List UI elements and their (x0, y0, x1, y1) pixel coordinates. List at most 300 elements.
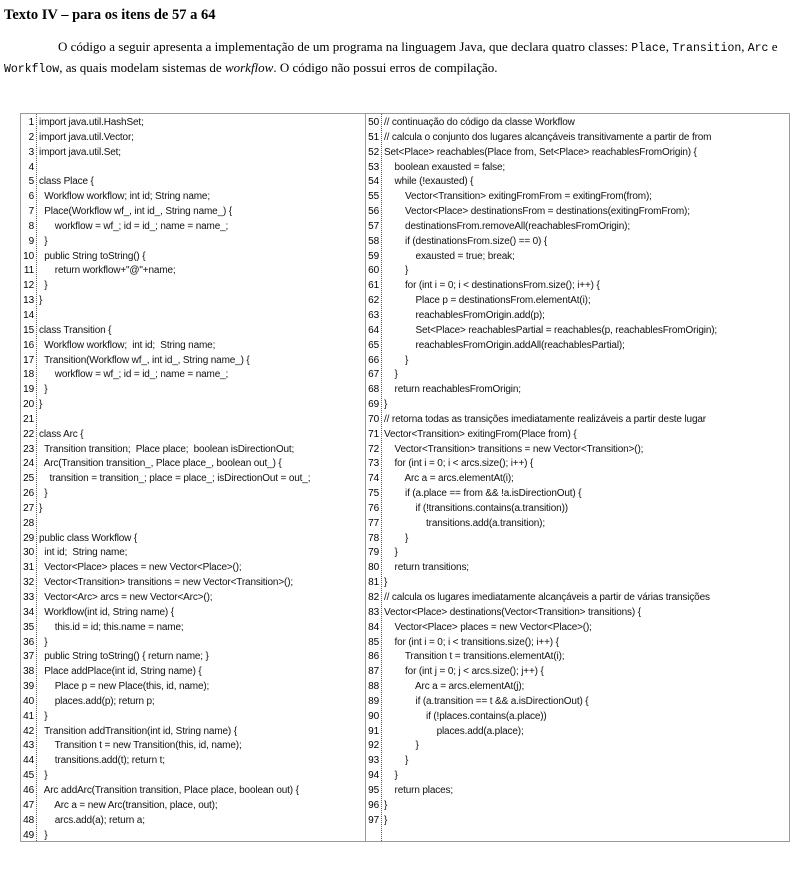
code-line (21, 517, 365, 532)
code-text: Vector<Place> destinations(Vector<Transition> transitions) { (384, 606, 641, 618)
code-text: Vector<Transition> transitions = new Vector<Transition>(); (384, 443, 644, 455)
section-title: Texto IV – para os itens de 57 a 64 (4, 7, 216, 23)
code-line (366, 383, 790, 398)
code-text: } (39, 384, 48, 396)
code-line (366, 235, 790, 250)
line-number: 64 (368, 324, 379, 336)
line-number: 20 (23, 399, 34, 411)
code-text: } (384, 369, 398, 381)
line-number: 12 (23, 280, 34, 292)
line-number: 40 (23, 695, 34, 707)
line-number: 19 (23, 384, 34, 396)
code-text: } (39, 280, 48, 292)
code-text: Arc a = arcs.elementAt(j); (384, 681, 525, 693)
code-text: } (384, 770, 398, 782)
code-text: } (384, 577, 388, 589)
code-line (366, 710, 790, 725)
line-number: 39 (23, 681, 34, 693)
code-text: Vector<Place> places = new Vector<Place>(); (384, 621, 592, 633)
line-number: 52 (368, 146, 379, 158)
code-text: int id; String name; (39, 547, 128, 559)
line-number: 16 (23, 339, 34, 351)
line-number: 28 (23, 517, 34, 529)
intro-text-middle: , as quais modelam sistemas de (59, 60, 225, 75)
code-text: Transition(Workflow wf_, int id_, String name_) { (39, 354, 250, 366)
line-number: 70 (368, 413, 379, 425)
code-line (21, 769, 365, 784)
code-text: workflow = wf_; id = id_; name = name_; (39, 220, 229, 232)
line-number: 33 (23, 592, 34, 603)
code-text: for (int i = 0; i < arcs.size(); i++) { (384, 458, 534, 470)
code-line (366, 443, 790, 458)
code-line (21, 532, 365, 547)
code-text: Arc(Transition transition_, Place place_, boolean out_) { (39, 458, 282, 470)
line-number: 94 (368, 770, 379, 782)
line-number: 50 (368, 117, 379, 128)
line-number: 76 (368, 502, 379, 514)
code-line (366, 472, 790, 487)
code-text: for (int i = 0; i < transitions.size(); i++) { (384, 636, 559, 648)
code-line (366, 650, 790, 665)
code-line (21, 561, 365, 576)
line-number: 95 (368, 784, 379, 796)
line-number: 57 (368, 220, 379, 232)
line-number: 8 (28, 220, 34, 232)
line-number: 75 (368, 488, 379, 500)
code-text: exausted = true; break; (384, 250, 515, 262)
code-line (366, 606, 790, 621)
code-line (366, 428, 790, 443)
code-text: if (a.transition == t && a.isDirectionOut) { (384, 695, 589, 707)
line-number: 7 (28, 206, 34, 218)
line-number: 85 (368, 636, 379, 648)
line-number: 45 (23, 770, 34, 782)
code-line (21, 472, 365, 487)
line-number: 32 (23, 577, 34, 589)
code-text: transitions.add(a.transition); (384, 517, 545, 529)
code-line (21, 814, 365, 829)
code-text: Place p = destinationsFrom.elementAt(i); (384, 295, 591, 307)
code-text: Arc a = arcs.elementAt(i); (384, 473, 514, 485)
line-number: 90 (368, 710, 379, 722)
line-number: 30 (23, 547, 34, 559)
code-text: reachablesFromOrigin.add(p); (384, 309, 545, 321)
code-line (21, 413, 365, 428)
line-number: 66 (368, 354, 379, 366)
line-number: 97 (368, 814, 379, 826)
code-line (366, 354, 790, 369)
code-line (366, 517, 790, 532)
code-line (366, 309, 790, 324)
intro-text-start: O código a seguir apresenta a implementação de um programa na linguagem Java, que declara quatro classes: (58, 39, 632, 54)
code-text: import java.util.Vector; (39, 131, 134, 143)
code-line (21, 650, 365, 665)
code-text: } (39, 235, 48, 247)
code-line (366, 814, 790, 829)
line-number: 86 (368, 651, 379, 663)
code-text: Arc a = new Arc(transition, place, out); (39, 799, 218, 811)
class-name-arc: Arc (747, 42, 769, 55)
line-number: 31 (23, 562, 34, 574)
code-line (21, 725, 365, 740)
code-line (21, 739, 365, 754)
line-number: 14 (23, 309, 34, 321)
code-text: // continuação do código da classe Workflow (384, 117, 575, 128)
code-line (21, 695, 365, 710)
code-line (366, 324, 790, 339)
line-number: 84 (368, 621, 379, 633)
code-text: Vector<Transition> exitingFrom(Place from) { (384, 428, 577, 440)
code-text: arcs.add(a); return a; (39, 814, 145, 826)
line-number: 61 (368, 280, 379, 292)
code-line (21, 383, 365, 398)
code-line (21, 235, 365, 250)
code-line (21, 546, 365, 561)
code-text: } (384, 547, 398, 559)
code-text: for (int j = 0; j < arcs.size(); j++) { (384, 666, 544, 678)
code-line (366, 636, 790, 651)
code-text: // calcula o conjunto dos lugares alcançáveis transitivamente a partir de from (384, 131, 712, 143)
line-number: 89 (368, 695, 379, 707)
line-number: 18 (23, 369, 34, 381)
code-text: } (39, 636, 48, 648)
line-number: 54 (368, 176, 379, 188)
code-text: // retorna todas as transições imediatamente realizáveis a partir deste lugar (384, 413, 706, 425)
code-text: Transition t = new Transition(this, id, name); (39, 740, 242, 752)
code-line (366, 576, 790, 591)
code-text: transitions.add(t); return t; (39, 755, 165, 767)
code-text: transition = transition_; place = place_; isDirectionOut = out_; (39, 473, 311, 485)
line-number: 92 (368, 740, 379, 752)
code-text: while (!exausted) { (384, 176, 474, 188)
code-line (21, 591, 365, 606)
line-number: 48 (23, 814, 34, 826)
code-line (21, 309, 365, 324)
code-line (21, 264, 365, 279)
line-number: 79 (368, 547, 379, 559)
code-text: return transitions; (384, 562, 469, 574)
code-text: } (384, 354, 409, 366)
line-number: 13 (23, 295, 34, 307)
line-number: 62 (368, 295, 379, 307)
line-number: 3 (28, 146, 34, 158)
code-line (21, 799, 365, 814)
line-number: 53 (368, 161, 379, 173)
code-line (366, 279, 790, 294)
code-text: } (384, 265, 409, 277)
code-line (21, 606, 365, 621)
code-text: Transition addTransition(int id, String name) { (39, 725, 237, 737)
line-number: 59 (368, 250, 379, 262)
code-text: Vector<Transition> exitingFromFrom = exitingFrom(from); (384, 191, 652, 203)
code-line (21, 205, 365, 220)
code-column-left (21, 114, 365, 841)
code-text: } (384, 399, 388, 411)
line-number: 74 (368, 473, 379, 485)
code-text: } (39, 770, 48, 782)
code-line (366, 680, 790, 695)
line-number: 2 (28, 131, 34, 143)
code-line (366, 339, 790, 354)
code-text: if (!places.contains(a.place)) (384, 710, 547, 722)
line-number: 73 (368, 458, 379, 470)
line-number: 17 (23, 354, 34, 366)
code-line (366, 205, 790, 220)
code-text: Vector<Transition> transitions = new Vector<Transition>(); (39, 577, 293, 589)
code-line (366, 368, 790, 383)
line-number: 5 (28, 176, 34, 188)
code-line (21, 131, 365, 146)
code-text: } (39, 829, 48, 841)
separator-3: e (768, 39, 778, 54)
line-number: 1 (28, 117, 34, 128)
code-text: places.add(a.place); (384, 725, 524, 737)
line-number: 11 (23, 265, 34, 277)
code-text: Place(Workflow wf_, int id_, String name_) { (39, 206, 232, 218)
code-line (366, 725, 790, 740)
code-line (21, 487, 365, 502)
line-number: 9 (28, 235, 34, 247)
line-number: 82 (368, 592, 379, 603)
code-line (366, 739, 790, 754)
code-text: if (!transitions.contains(a.transition)) (384, 502, 568, 514)
code-line (366, 457, 790, 472)
code-line (21, 754, 365, 769)
line-number: 35 (23, 621, 34, 633)
code-text: } (39, 399, 43, 411)
code-text: places.add(p); return p; (39, 695, 155, 707)
code-text: Transition transition; Place place; boolean isDirectionOut; (39, 443, 295, 455)
line-number: 49 (23, 829, 34, 841)
code-line (21, 324, 365, 339)
code-line (21, 279, 365, 294)
code-line (21, 161, 365, 176)
code-text: public class Workflow { (39, 532, 138, 544)
code-text: } (384, 755, 409, 767)
code-text: for (int i = 0; i < destinationsFrom.size(); i++) { (384, 280, 600, 292)
code-text: Vector<Place> destinationsFrom = destinations(exitingFromFrom); (384, 206, 690, 218)
code-line (366, 220, 790, 235)
line-number: 58 (368, 235, 379, 247)
line-number: 56 (368, 206, 379, 218)
code-line (366, 621, 790, 636)
code-line (21, 680, 365, 695)
line-number: 36 (23, 636, 34, 648)
code-text: Transition t = transitions.elementAt(i); (384, 651, 565, 663)
line-number: 37 (23, 651, 34, 663)
line-number: 23 (23, 443, 34, 455)
line-number: 93 (368, 755, 379, 767)
code-text: Vector<Place> places = new Vector<Place>(); (39, 562, 242, 574)
code-text: import java.util.Set; (39, 146, 121, 158)
code-line (21, 220, 365, 235)
line-number: 83 (368, 606, 379, 618)
word-workflow-italic: workflow (224, 60, 274, 75)
code-text: Place addPlace(int id, String name) { (39, 666, 202, 678)
line-number: 42 (23, 725, 34, 737)
code-line (366, 413, 790, 428)
code-line (366, 190, 790, 205)
code-line (21, 354, 365, 369)
class-name-transition: Transition (672, 42, 742, 55)
line-number: 51 (368, 131, 379, 143)
code-line (366, 784, 790, 799)
code-text: public String toString() { (39, 250, 146, 262)
line-number: 96 (368, 799, 379, 811)
code-text: } (39, 488, 48, 500)
code-line (21, 829, 365, 844)
code-text: reachablesFromOrigin.addAll(reachablesPartial); (384, 339, 625, 351)
code-line (366, 250, 790, 265)
code-line (366, 561, 790, 576)
line-number: 47 (23, 799, 34, 811)
line-number: 67 (368, 369, 379, 381)
line-number: 4 (28, 161, 34, 173)
code-lines-right (366, 116, 790, 829)
code-text: } (384, 814, 388, 826)
code-line (21, 621, 365, 636)
line-number: 15 (23, 324, 34, 336)
code-line (21, 398, 365, 413)
code-line (21, 190, 365, 205)
code-line (366, 769, 790, 784)
code-line (21, 428, 365, 443)
line-number: 71 (368, 428, 379, 440)
code-text: Set<Place> reachablesPartial = reachables(p, reachablesFromOrigin); (384, 324, 718, 336)
code-line (366, 754, 790, 769)
code-line (21, 443, 365, 458)
code-line (366, 591, 790, 606)
code-text: class Arc { (39, 428, 84, 440)
code-line (366, 264, 790, 279)
code-text: Workflow(int id, String name) { (39, 606, 174, 618)
code-line (366, 546, 790, 561)
code-line (366, 175, 790, 190)
separator-1: , (665, 39, 669, 54)
line-number: 29 (23, 532, 34, 544)
code-text: } (39, 502, 43, 514)
code-text: if (a.place == from && !a.isDirectionOut) { (384, 488, 582, 500)
code-lines-left (21, 116, 365, 843)
code-line (366, 487, 790, 502)
line-number: 25 (23, 473, 34, 485)
code-text: Workflow workflow; int id; String name; (39, 339, 216, 351)
line-number: 44 (23, 755, 34, 767)
code-line (21, 175, 365, 190)
code-text: import java.util.HashSet; (39, 117, 144, 128)
code-line (21, 116, 365, 131)
line-number: 43 (23, 740, 34, 752)
line-number: 72 (368, 443, 379, 455)
code-text: } (384, 799, 388, 811)
code-text: destinationsFrom.removeAll(reachablesFromOrigin); (384, 220, 630, 232)
code-listing (20, 113, 790, 842)
code-text: return workflow+"@"+name; (39, 265, 176, 277)
code-line (366, 116, 790, 131)
code-line (21, 250, 365, 265)
code-line (21, 146, 365, 161)
line-number: 27 (23, 502, 34, 514)
code-line (21, 710, 365, 725)
code-line (21, 502, 365, 517)
code-line (366, 131, 790, 146)
code-line (21, 576, 365, 591)
code-line (21, 368, 365, 383)
code-line (366, 294, 790, 309)
line-number: 26 (23, 488, 34, 500)
code-text: this.id = id; this.name = name; (39, 621, 184, 633)
code-line (366, 146, 790, 161)
line-number: 60 (368, 265, 379, 277)
code-line (366, 665, 790, 680)
code-line (21, 665, 365, 680)
line-number: 81 (368, 577, 379, 589)
class-name-place: Place (631, 42, 666, 55)
code-text: class Place { (39, 176, 94, 188)
line-number: 38 (23, 666, 34, 678)
code-column-right (365, 114, 790, 841)
line-number: 46 (23, 784, 34, 796)
code-line (21, 294, 365, 309)
code-text: } (384, 532, 409, 544)
code-line (21, 636, 365, 651)
code-line (366, 161, 790, 176)
line-number: 68 (368, 384, 379, 396)
code-text: } (39, 295, 43, 307)
line-number: 80 (368, 562, 379, 574)
line-number: 78 (368, 532, 379, 544)
intro-paragraph (4, 37, 804, 79)
code-line (21, 339, 365, 354)
code-text: boolean exausted = false; (384, 161, 506, 173)
line-number: 34 (23, 606, 34, 618)
intro-text-end: . O código não possui erros de compilação. (273, 60, 498, 75)
line-number: 88 (368, 681, 379, 693)
code-text: public String toString() { return name; } (39, 651, 209, 663)
code-text: Set<Place> reachables(Place from, Set<Place> reachablesFromOrigin) { (384, 146, 697, 158)
code-line (366, 532, 790, 547)
line-number: 87 (368, 666, 379, 678)
code-text: class Transition { (39, 324, 112, 336)
code-line (21, 457, 365, 472)
line-number: 63 (368, 309, 379, 321)
separator-2: , (741, 39, 745, 54)
line-number: 41 (23, 710, 34, 722)
line-number: 6 (28, 191, 34, 203)
code-text: workflow = wf_; id = id_; name = name_; (39, 369, 229, 381)
code-line (21, 784, 365, 799)
code-line (366, 799, 790, 814)
class-name-workflow: Workflow (4, 63, 60, 76)
code-text: if (destinationsFrom.size() == 0) { (384, 235, 548, 247)
code-text: Workflow workflow; int id; String name; (39, 191, 210, 203)
line-number: 91 (368, 725, 379, 737)
code-line (366, 398, 790, 413)
line-number: 10 (23, 250, 34, 262)
code-text: // calcula os lugares imediatamente alcançáveis a partir de várias transições (384, 592, 710, 603)
line-number: 24 (23, 458, 34, 470)
code-line (366, 695, 790, 710)
code-text: } (384, 740, 419, 752)
line-number: 69 (368, 399, 379, 411)
line-number: 55 (368, 191, 379, 203)
code-text: Arc addArc(Transition transition, Place place, boolean out) { (39, 784, 299, 796)
code-text: Vector<Arc> arcs = new Vector<Arc>(); (39, 592, 213, 603)
code-text: } (39, 710, 48, 722)
code-text: return reachablesFromOrigin; (384, 384, 521, 396)
line-number: 65 (368, 339, 379, 351)
line-number: 21 (23, 413, 34, 425)
